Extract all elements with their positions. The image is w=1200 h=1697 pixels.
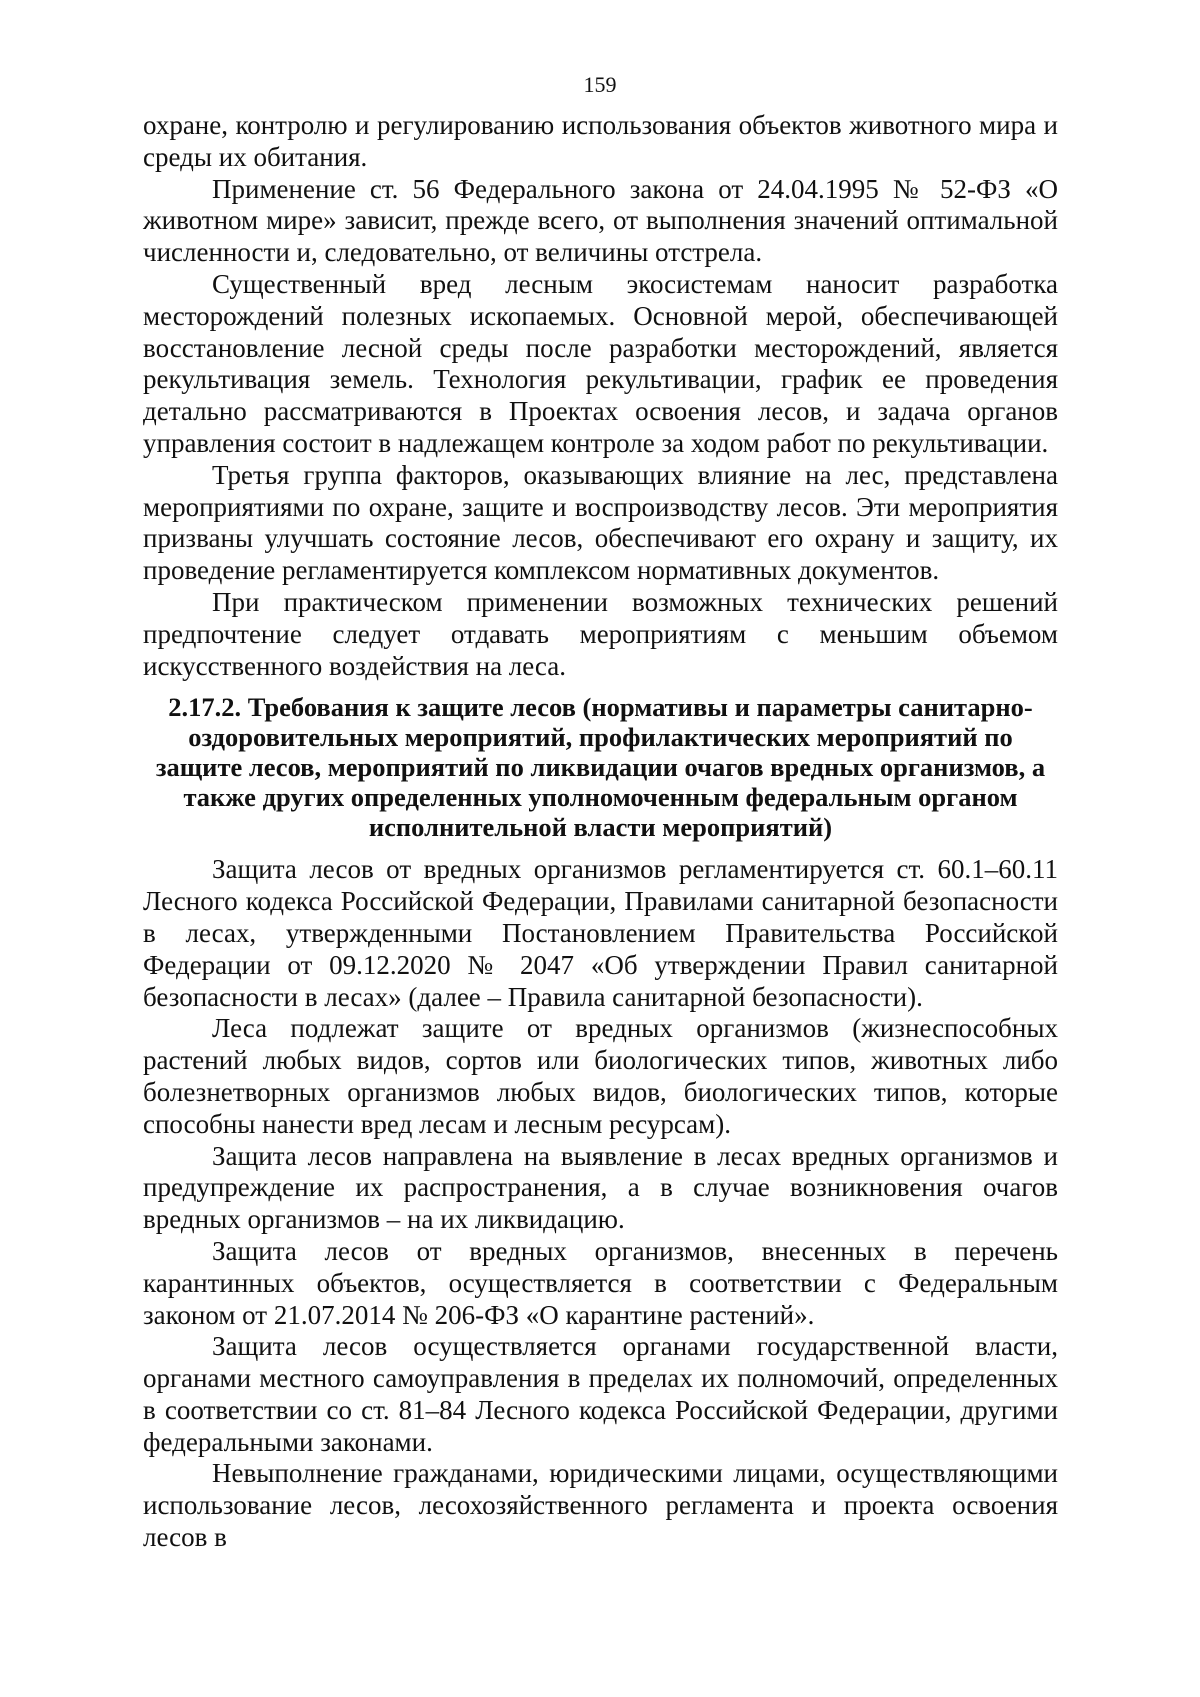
paragraph-practical-application: При практическом применении возможных технических решений предпочтение следует отдавать мероприятиям с меньшим объемом искусственного воздействия на леса. [143, 586, 1058, 681]
paragraph-continuation: охране, контролю и регулированию использования объектов животного мира и среды их обитания. [143, 110, 1058, 172]
paragraph-quarantine: Защита лесов от вредных организмов, внесенных в перечень карантинных объектов, осуществляется в соответствии с Федеральным законом от 21.07.2014 № 206-ФЗ «О карантине растений». [143, 1235, 1058, 1330]
paragraph-protection-scope: Леса подлежат защите от вредных организмов (жизнеспособных растений любых видов, сортов или биологических типов, животных либо болезнетворных организмов любых видов, биологических типов, которые способны нанести вред лесам и лесным ресурсам). [143, 1013, 1058, 1139]
paragraph-mining-damage: Существенный вред лесным экосистемам наносит разработка месторождений полезных ископаемых. Основной мерой, обеспечивающей восстановление лесной среды после разработки месторождений, является рекультивация земель. Технология рекультивации, график ее проведения детально рассматриваются в Проектах освоения лесов, и задача органов управления состоит в надлежащем контроле за ходом работ по рекультивации. [143, 268, 1058, 458]
page-body [143, 110, 1058, 1554]
paragraph-animal-law: Применение ст. 56 Федерального закона от 24.04.1995 № 52-ФЗ «О животном мире» зависит, прежде всего, от выполнения значений оптимальной численности и, следовательно, от величины отстрела. [143, 173, 1058, 268]
paragraph-non-compliance: Невыполнение гражданами, юридическими лицами, осуществляющими использование лесов, лесохозяйственного регламента и проекта освоения лесов в [143, 1458, 1058, 1553]
paragraph-protection-aim: Защита лесов направлена на выявление в лесах вредных организмов и предупреждение их распространения, а в случае возникновения очагов вредных организмов – на их ликвидацию. [143, 1140, 1058, 1235]
paragraph-authorities: Защита лесов осуществляется органами государственной власти, органами местного самоуправления в пределах их полномочий, определенных в соответствии со ст. 81–84 Лесного кодекса Российской Федерации, другими федеральными законами. [143, 1331, 1058, 1457]
section-heading: 2.17.2. Требования к защите лесов (нормативы и параметры санитарно-оздоровительных мероприятий, профилактических мероприятий по защите лесов, мероприятий по ликвидации очагов вредных организмов, а также других определенных уполномоченным федеральным органом исполнительной власти мероприятий) [155, 692, 1046, 843]
paragraph-regulation: Защита лесов от вредных организмов регламентируется ст. 60.1–60.11 Лесного кодекса Российской Федерации, Правилами санитарной безопасности в лесах, утвержденными Постановлением Правительства Российской Федерации от 09.12.2020 № 2047 «Об утверждении Правил санитарной безопасности в лесах» (далее – Правила санитарной безопасности). [143, 854, 1058, 1012]
paragraph-third-group: Третья группа факторов, оказывающих влияние на лес, представлена мероприятиями по охране, защите и воспроизводству лесов. Эти мероприятия призваны улучшать состояние лесов, обеспечивают его охрану и защиту, их проведение регламентируется комплексом нормативных документов. [143, 459, 1058, 586]
page-number: 159 [583, 72, 617, 97]
